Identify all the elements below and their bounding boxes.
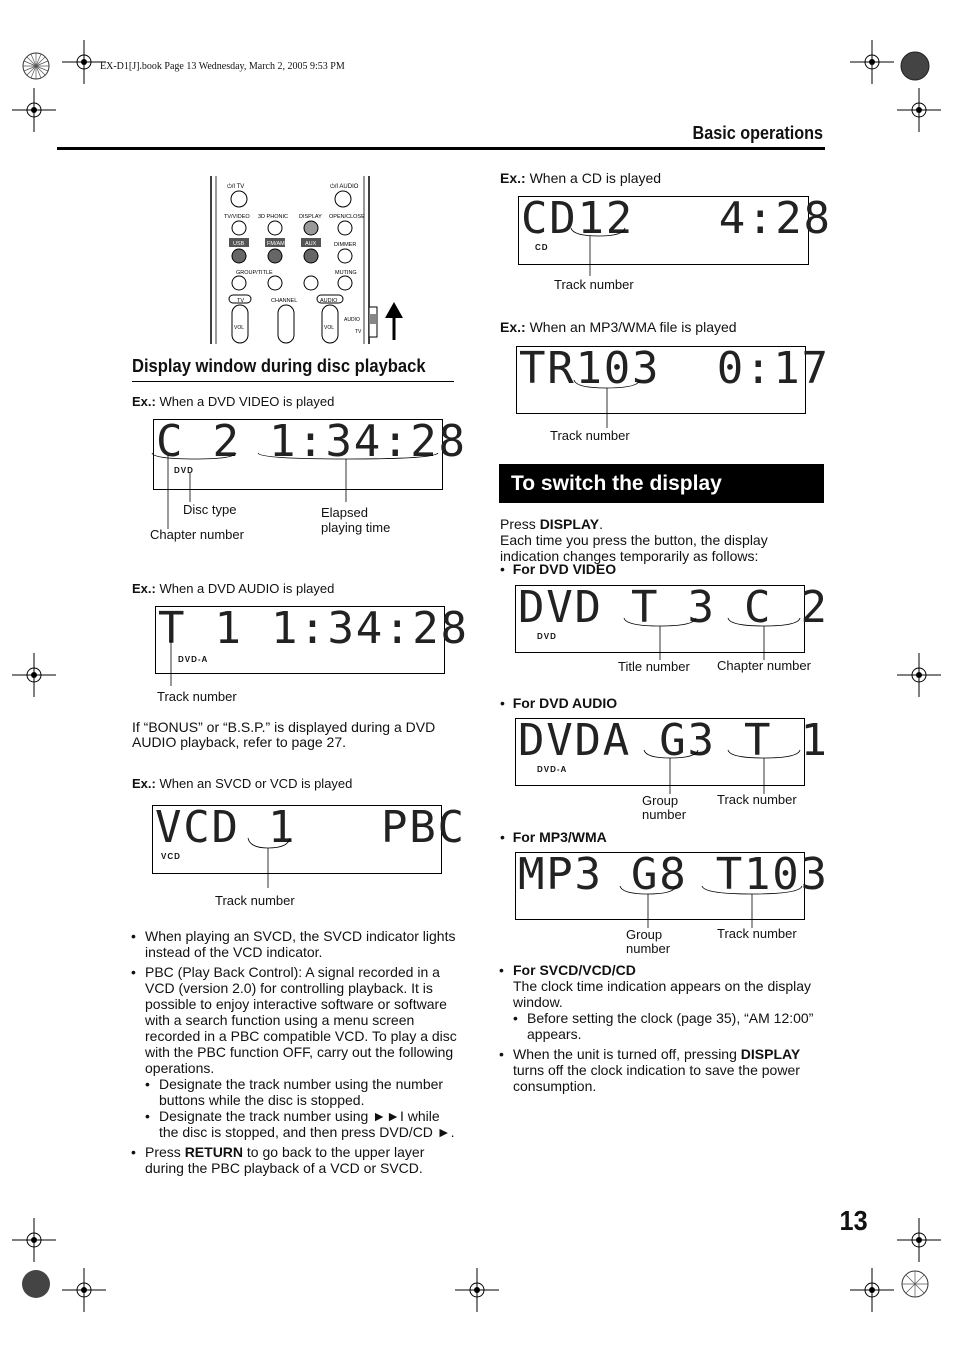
svg-text:AUX: AUX [305,241,317,247]
svcd-indicator-note: • When playing an SVCD, the SVCD indicator lights instead of the VCD indicator. [131,928,457,960]
remote-control-illustration [205,172,415,350]
dvd-audio-switch-callouts [640,748,810,798]
svg-text:MUTING: MUTING [335,270,357,276]
svg-text:AUDIO: AUDIO [344,317,360,323]
svg-text:OPEN/CLOSE: OPEN/CLOSE [329,214,365,220]
svg-text:3D PHONIC: 3D PHONIC [258,214,288,220]
svg-text:⏻/I TV: ⏻/I TV [227,184,245,190]
registration-mark-icon [14,44,58,88]
svcd-callouts [240,836,300,891]
bonus-note-line-1: If “BONUS” or “B.S.P.” is displayed during a DVD [132,719,436,735]
svg-text:USB: USB [233,241,245,247]
svg-text:⏻/I AUDIO: ⏻/I AUDIO [330,184,359,190]
display-window-heading: Display window during disc playback [132,356,426,376]
for-dvd-audio-heading: • For DVD AUDIO [500,695,618,711]
elapsed-label: Elapsed [321,505,368,520]
title-number-label: Title number [618,659,690,674]
chapter-number-label: Chapter number [150,527,244,542]
return-note: • Press RETURN to go back to the upper layer during the PBC playback of a VCD or SVCD. [131,1144,457,1176]
heading-rule [132,381,454,382]
lcd-readout: DVD T 3 C 2 [518,582,829,633]
group-label: Group [642,793,679,808]
crosshair-mark-icon [455,1268,499,1312]
bonus-note-line-2: AUDIO playback, refer to page 27. [132,734,346,750]
crosshair-mark-icon [12,1218,56,1262]
pbc-step-1: • Designate the track number using the number buttons while the disc is stopped. [145,1076,457,1108]
svg-text:TV: TV [237,298,245,304]
track-number-label: Track number [717,792,797,807]
mp3wma-switch-callouts [616,884,811,930]
lcd-indicator: VCD [161,852,181,861]
playing-time-label: playing time [321,520,391,535]
lcd-readout: T 1 1:34:28 [158,603,469,654]
pbc-step-2: • Designate the track number using ►►I while the disc is stopped, and then press DVD/CD ►. [145,1108,457,1140]
dvd-audio-caption: Ex.: When a DVD AUDIO is played [132,581,335,596]
track-number-label: Track number [157,689,237,704]
svg-text:AUDIO: AUDIO [320,298,338,304]
number-label: number [626,941,671,956]
svcd-clock-notes [499,962,825,1098]
lcd-indicator: DVD-A [537,765,568,774]
switch-display-banner: To switch the display [499,464,824,503]
for-mp3-heading: • For MP3/WMA [500,829,607,845]
lcd-readout: MP3 G8 T103 [518,849,829,900]
svcd-caption: Ex.: When an SVCD or VCD is played [132,776,353,791]
chapter-number-label: Chapter number [717,658,811,673]
registration-dot-icon [893,44,937,88]
lcd-readout: DVDA G3 T 1 [518,715,829,766]
cd-callouts [565,226,635,281]
section-title: Basic operations [692,123,823,143]
lcd-indicator: DVD [537,632,557,641]
crosshair-mark-icon [12,88,56,132]
lcd-readout: TR103 0:17 [519,343,830,394]
dvd-video-switch-callouts [620,616,810,664]
each-time-text: Each time you press the button, the display indication changes temporarily as follows: [500,532,768,564]
dvd-video-caption: Ex.: When a DVD VIDEO is played [132,394,335,409]
page-number: 13 [839,1205,868,1236]
lcd-indicator: CD [535,243,549,252]
group-label: Group [626,927,663,942]
mp3-caption: Ex.: When an MP3/WMA file is played [500,319,737,335]
svg-text:DISPLAY: DISPLAY [299,214,322,220]
dvd-audio-callouts [150,640,210,690]
svcd-clock-note: • For SVCD/VCD/CD The clock time indication appears on the display window. • Before setting the clock (page 35), “AM 12:00” appears. [499,962,825,1042]
svg-text:CHANNEL: CHANNEL [271,298,298,304]
pbc-note: • PBC (Play Back Control): A signal recorded in a VCD (version 2.0) for controlling playback. It is possible to enjoy interactive software or software with a search function using a menu screen recorded in a PBC compatible VCD. To play a disc with the PBC function OFF, carry out the following operations. • Designate the track number using the number buttons while the disc is stopped. • Designate the track number using ►►I while the disc is stopped, and then press DVD/CD ►. [131,964,457,1140]
header-rule [57,147,825,150]
crosshair-mark-icon [897,88,941,132]
lcd-indicator: DVD [174,466,194,475]
track-number-label: Track number [554,277,634,292]
crosshair-mark-icon [897,653,941,697]
lcd-readout: VCD 1 PBC [155,802,466,853]
track-number-label: Track number [215,893,295,908]
press-display-line: Press DISPLAY. [500,516,603,532]
book-file-line: EX-D1[J].book Page 13 Wednesday, March 2, 2005 9:53 PM [100,61,345,72]
svg-text:VOL: VOL [324,325,335,331]
clock-setting-note: • Before setting the clock (page 35), “AM 12:00” appears. [513,1010,825,1042]
registration-mark-icon [893,1262,937,1306]
crosshair-mark-icon [62,1268,106,1312]
svg-text:TV/VIDEO: TV/VIDEO [224,214,250,220]
for-dvd-video-heading: • For DVD VIDEO [500,561,617,577]
svg-text:TV: TV [355,329,362,335]
crosshair-mark-icon [850,1268,894,1312]
track-number-label: Track number [717,926,797,941]
track-number-label: Track number [550,428,630,443]
cd-lcd [518,193,832,265]
dvd-video-callouts [150,445,450,540]
crosshair-mark-icon [850,40,894,84]
disc-type-label: Disc type [183,502,237,517]
registration-dot-icon [14,1262,58,1306]
lcd-readout: C 2 1:34:28 [156,416,467,467]
lcd-indicator: DVD-A [178,655,209,664]
crosshair-mark-icon [12,653,56,697]
svg-text:DIMMER: DIMMER [334,242,357,248]
cd-caption: Ex.: When a CD is played [500,170,662,186]
mp3-callouts [568,378,648,430]
power-off-note: • When the unit is turned off, pressing DISPLAY turns off the clock indication to save the power consumption. [499,1046,825,1094]
svg-text:VOL: VOL [234,325,245,331]
svg-text:GROUP/TITLE: GROUP/TITLE [236,270,273,276]
lcd-readout: CD12 4:28 [521,193,832,244]
svg-text:FM/AM: FM/AM [267,241,285,247]
crosshair-mark-icon [897,1218,941,1262]
pbc-notes [131,928,457,1180]
number-label: number [642,807,687,822]
mp3-lcd [516,343,830,414]
